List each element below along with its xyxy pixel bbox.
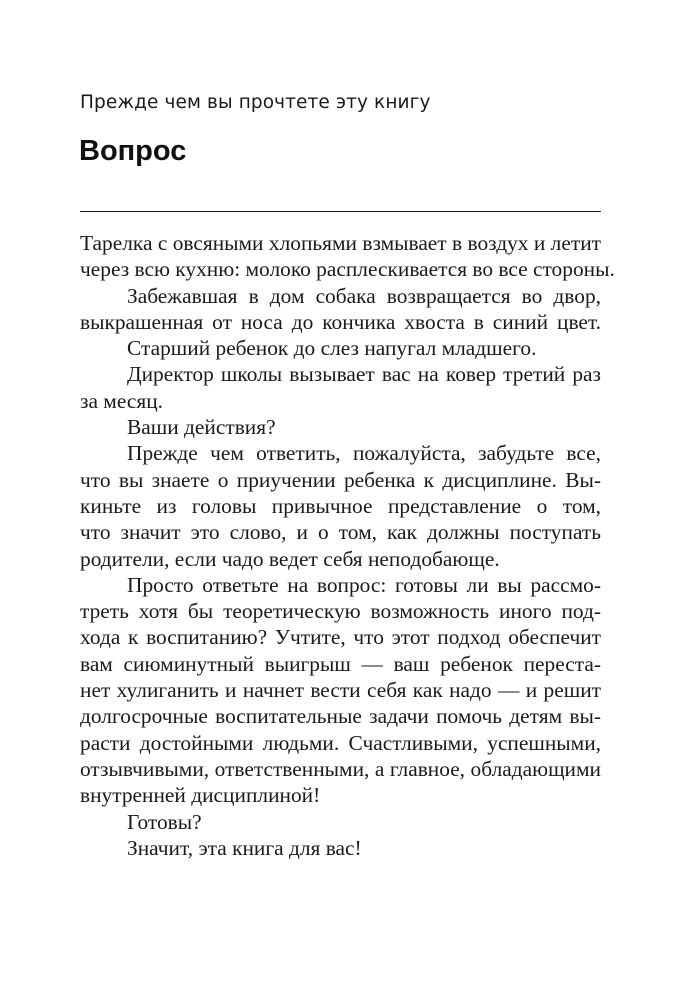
text-line: Ваши действия? (127, 415, 276, 440)
text-line: Значит, эта книга для вас! (127, 835, 362, 860)
text-line: родители, если чадо ведет себя неподобающе. (80, 546, 500, 571)
text-line: что значит это слово, и о том, как должны поступать (80, 520, 601, 545)
text-line: Директор школы вызывает вас на ковер третий раз (127, 362, 601, 387)
text-line: внутренней дисциплиной! (80, 783, 321, 808)
page-title: Вопрос (79, 135, 187, 167)
text-line: вам сиюминутный выигрыш — ваш ребенок переста- (80, 651, 601, 676)
text-line: Готовы? (127, 809, 202, 834)
text-line: Старший ребенок до слез напугал младшего. (127, 336, 537, 361)
text-line: киньте из головы привычное представление о том, (80, 493, 601, 518)
text-line: отзывчивыми, ответственными, а главное, обладающими (80, 756, 601, 781)
section-kicker: Прежде чем вы прочтете эту книгу (80, 92, 431, 113)
text-line: выкрашенная от носа до кончика хвоста в синий цвет. (80, 309, 601, 334)
text-line: Тарелка с овсяными хлопьями взмывает в воздух и летит (80, 231, 601, 255)
text-line: Просто ответьте на вопрос: готовы ли вы рассмо- (127, 572, 601, 597)
text-line: через всю кухню: молоко расплескивается во все стороны. (80, 257, 615, 282)
text-line: нет хулиганить и начнет вести себя как надо — и решит (80, 678, 601, 703)
text-line: за месяц. (80, 388, 163, 413)
text-line: хода к воспитанию? Учтите, что этот подход обеспечит (80, 625, 601, 650)
text-line: что вы знаете о приучении ребенка к дисциплине. Вы- (80, 467, 601, 492)
text-line: Забежавшая в дом собака возвращается во двор, (127, 283, 601, 308)
title-divider (80, 211, 601, 212)
body-text (80, 230, 615, 861)
text-line: треть хотя бы теоретическую возможность иного под- (80, 599, 601, 624)
text-line: долгосрочные воспитательные задачи помочь детям вы- (80, 704, 601, 729)
text-line: расти достойными людьми. Счастливыми, успешными, (80, 730, 601, 755)
text-line: Прежде чем ответить, пожалуйста, забудьте все, (127, 441, 601, 466)
